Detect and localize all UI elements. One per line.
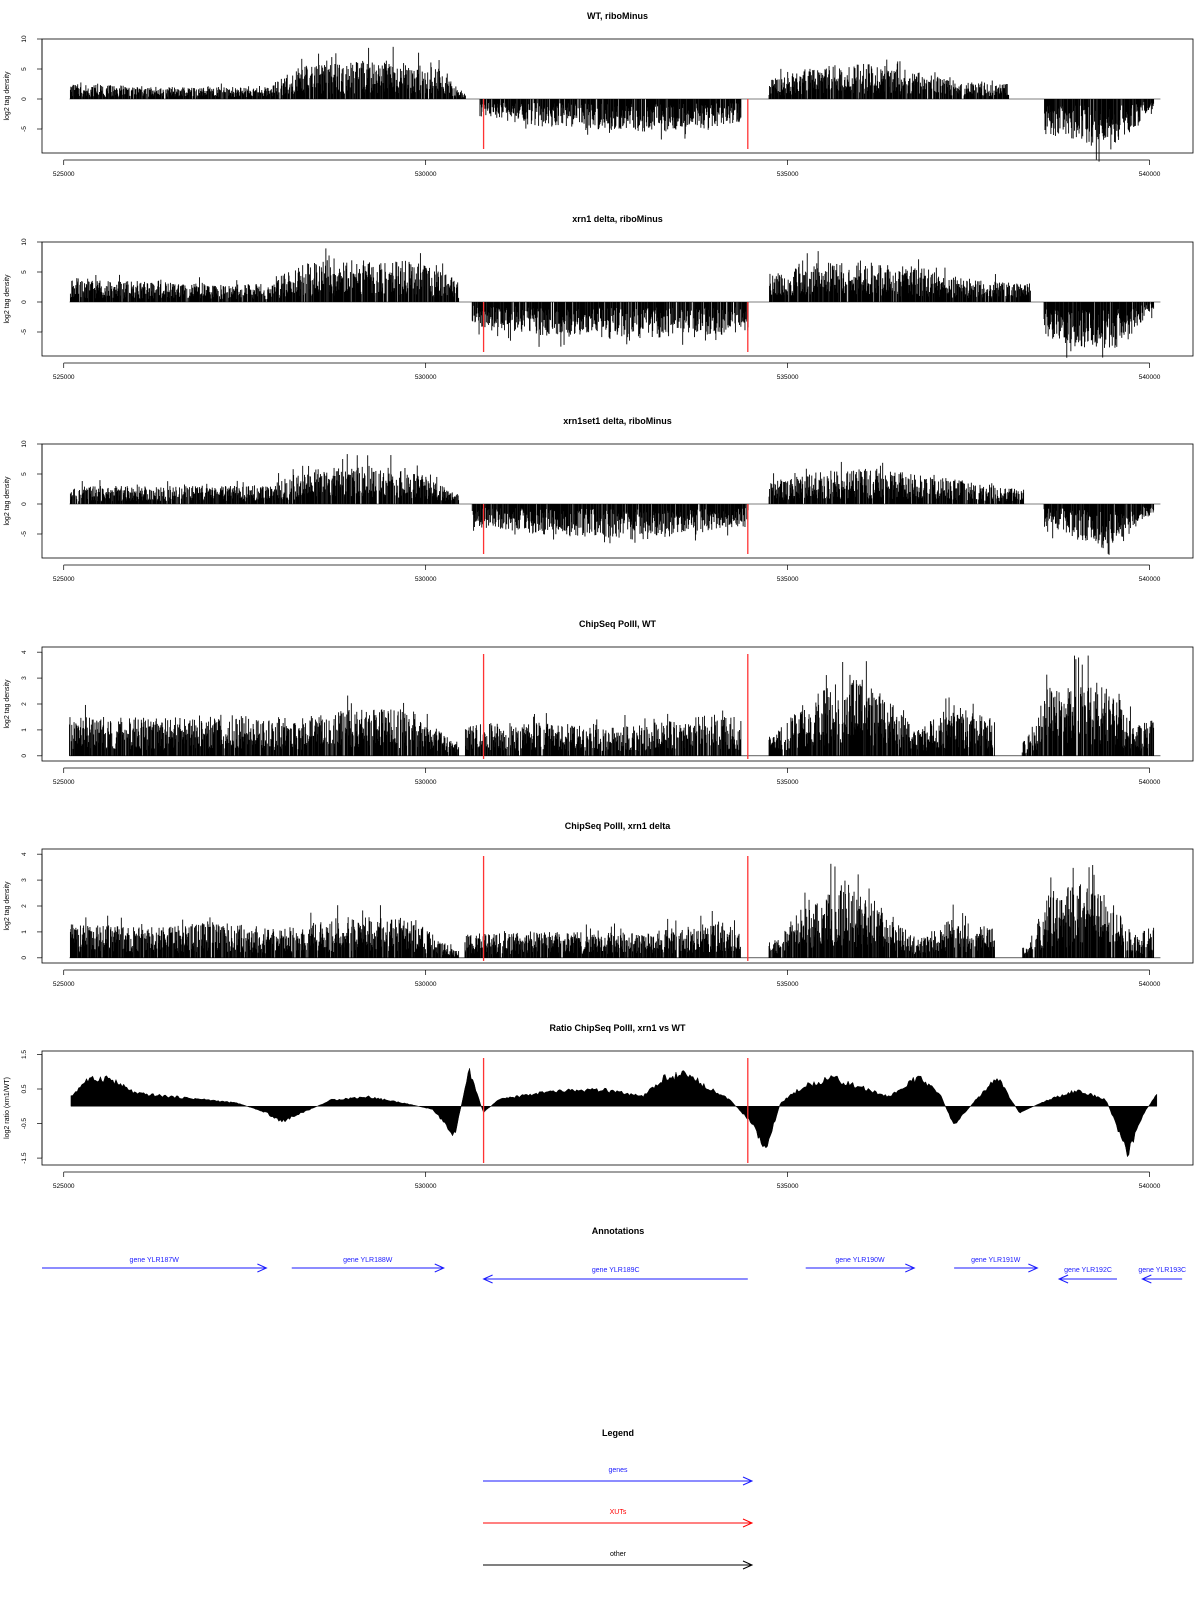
y-tick-label: 0 [21, 300, 28, 304]
y-tick-label: 10 [21, 238, 28, 246]
x-tick-label: 525000 [52, 374, 75, 381]
chart-title: xrn1 delta, riboMinus [572, 214, 663, 224]
chart-panel-3 [4, 416, 1193, 583]
y-tick-label: 5 [21, 67, 28, 71]
x-tick-label: 530000 [414, 171, 437, 178]
chart-panel-2 [4, 214, 1193, 381]
data-marks [70, 248, 1161, 357]
y-tick-label: 10 [21, 35, 28, 43]
y-tick-label: 0 [21, 97, 28, 101]
y-tick-label: 5 [21, 270, 28, 274]
y-tick-label: -5 [21, 329, 28, 335]
y-axis-label: log2 tag density [4, 71, 11, 121]
y-tick-label: -5 [21, 126, 28, 132]
x-tick-label: 540000 [1138, 171, 1161, 178]
x-tick-label: 525000 [52, 171, 75, 178]
data-marks [70, 454, 1161, 555]
y-axis-label: log2 tag density [4, 476, 11, 526]
data-marks [70, 47, 1161, 162]
x-tick-label: 540000 [1138, 374, 1161, 381]
x-tick-label: 530000 [414, 374, 437, 381]
chart-title: WT, riboMinus [587, 11, 648, 21]
x-tick-label: 535000 [776, 374, 799, 381]
chart-panel-1 [4, 11, 1193, 178]
x-tick-label: 535000 [776, 171, 799, 178]
y-axis-label: log2 tag density [4, 274, 11, 324]
chart-title: xrn1set1 delta, riboMinus [563, 416, 672, 426]
